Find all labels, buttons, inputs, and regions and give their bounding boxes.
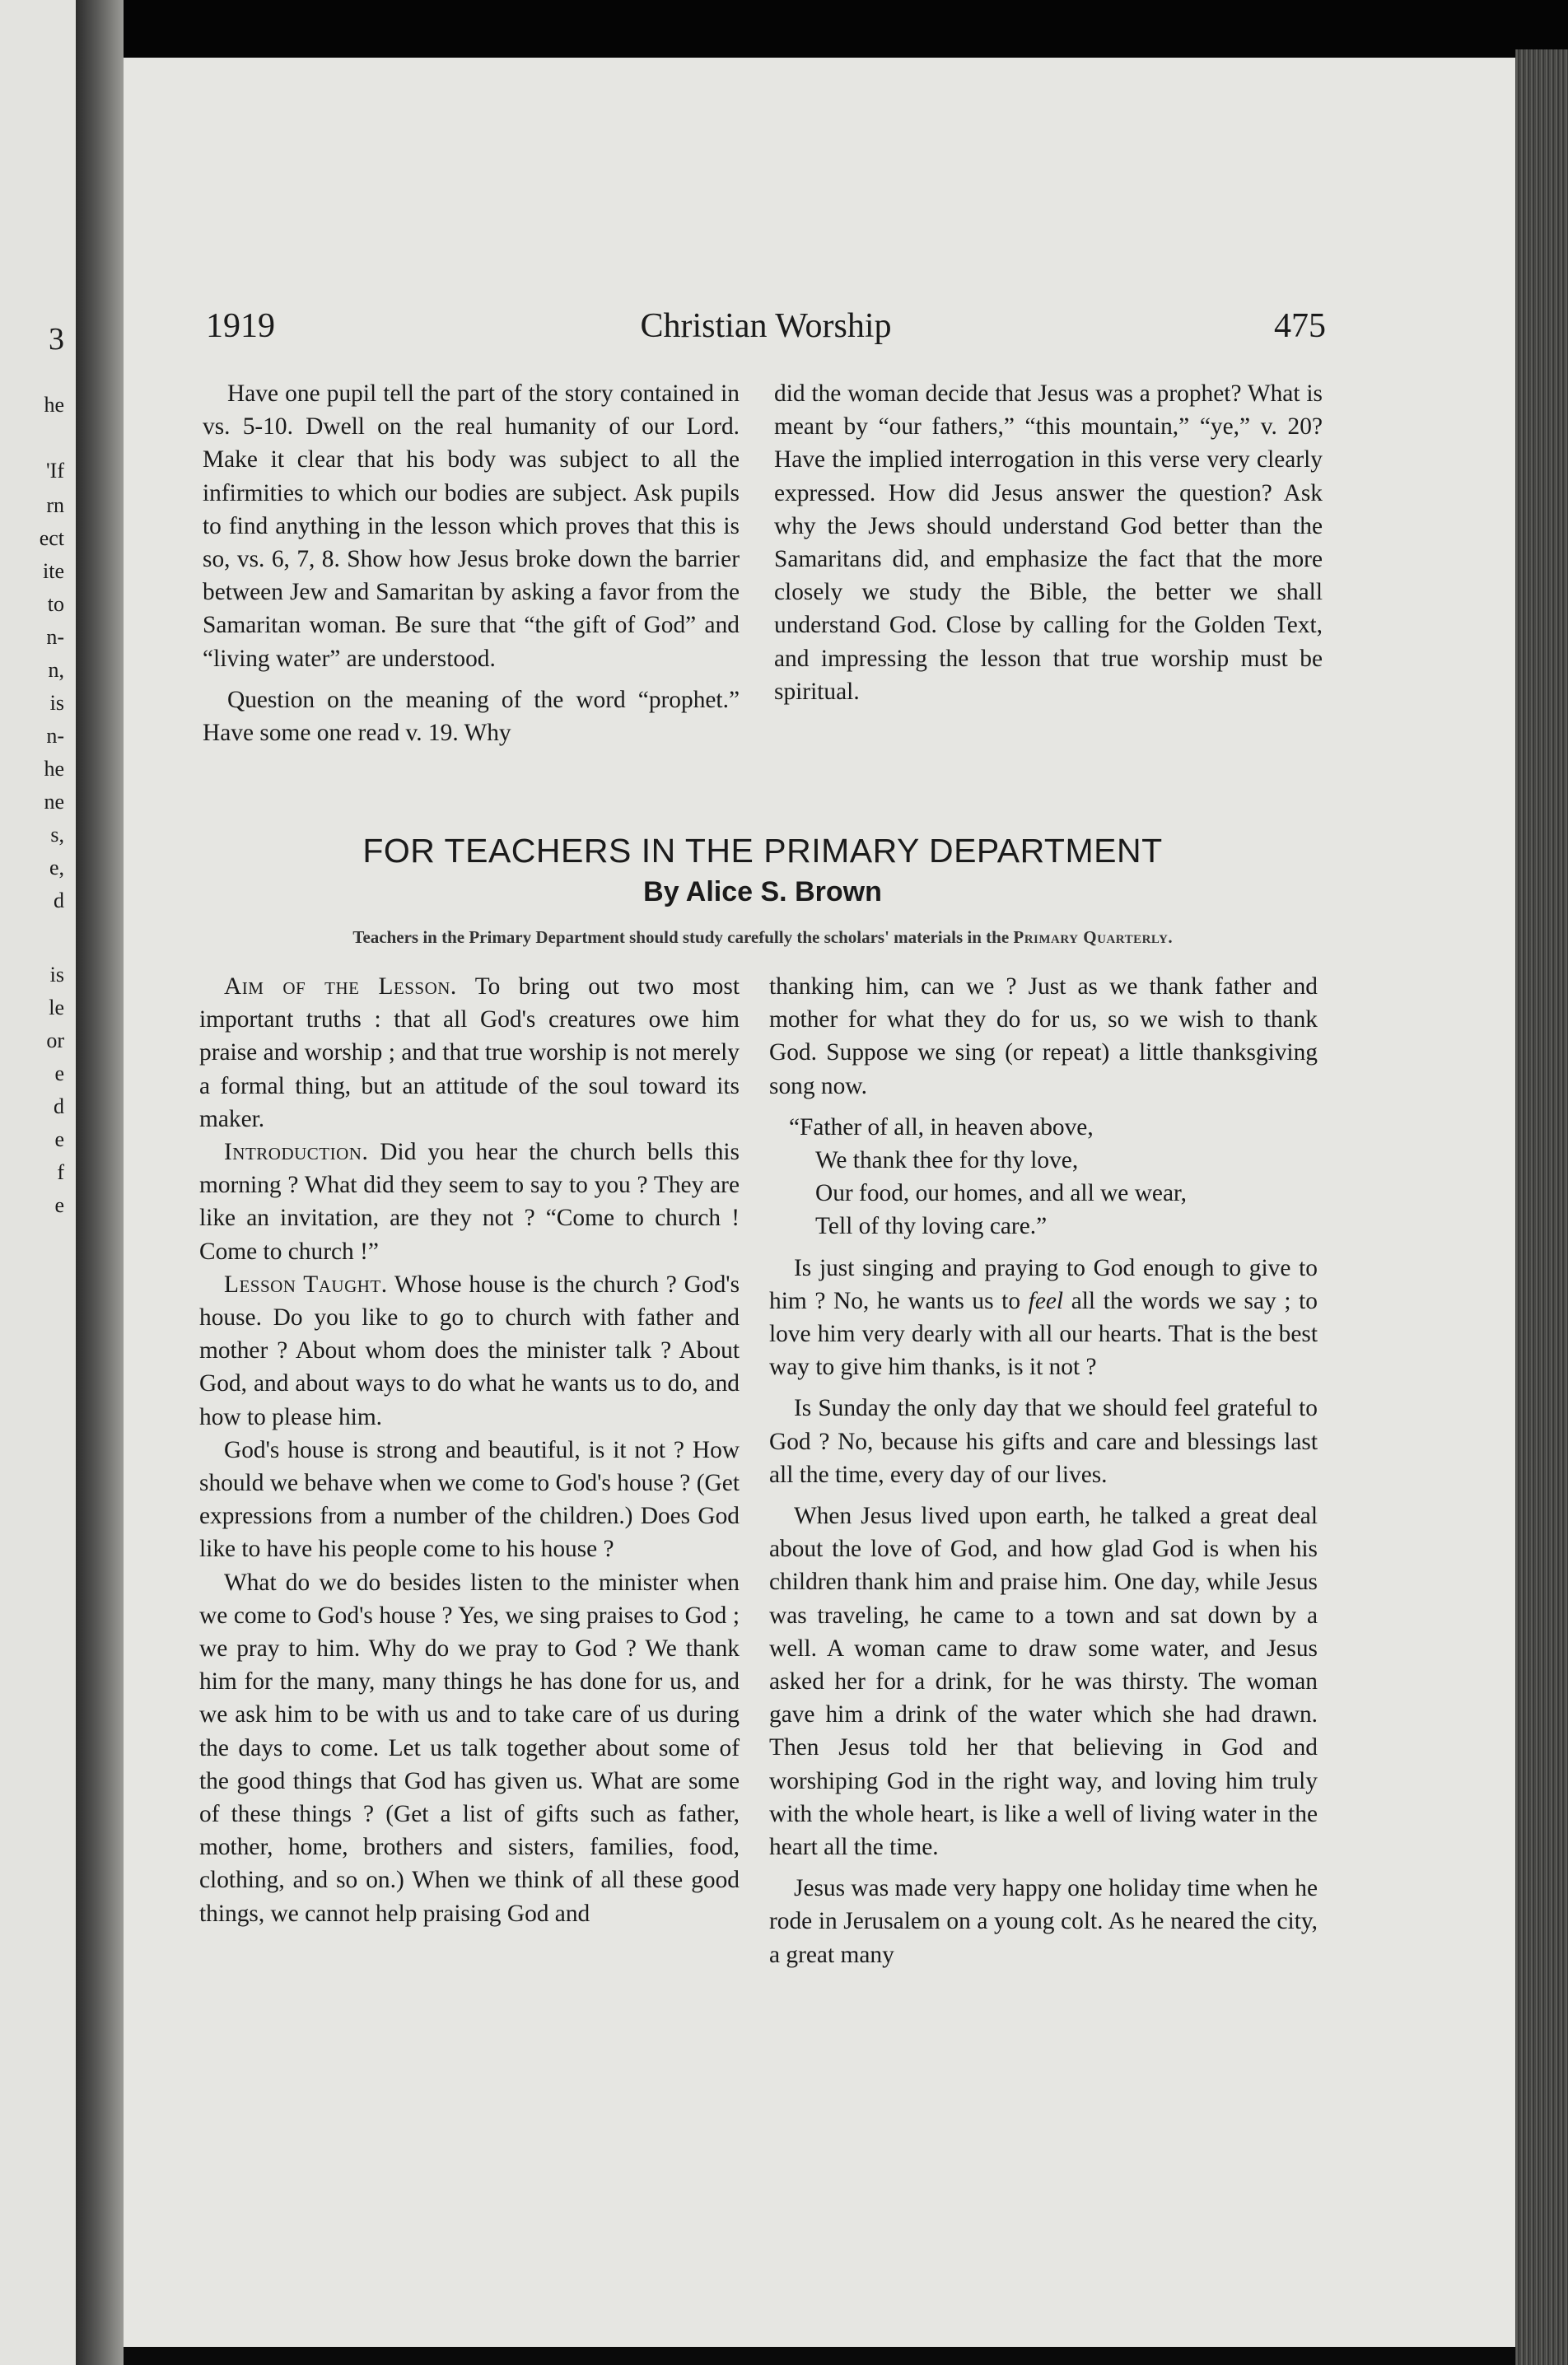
adjacent-fragment: n,: [48, 658, 64, 682]
adjacent-fragment: e: [54, 1061, 64, 1085]
adjacent-fragment: e: [54, 1127, 64, 1151]
paragraph-text: Did you hear the church bells this morning ? What did they seem to say to you ? They are like an invitation, are they not ? “Come to church ! Come to church !”: [199, 1139, 740, 1265]
adjacent-fragment: 3: [49, 322, 64, 357]
poem-line: Our food, our homes, and all we wear,: [815, 1180, 1187, 1207]
paragraph-lesson-taught: [199, 1268, 740, 1434]
paragraph: thanking him, can we ? Just as we thank father and mother for what they do for us, so we wish to thank God. Suppose we sing (or repeat) a little thanksgiving song now.: [769, 973, 1318, 1099]
note-text: Teachers in the Primary Department should study carefully the scholars' materials in the: [352, 927, 1014, 947]
adjacent-fragment: n-: [46, 625, 64, 649]
adjacent-fragment: n-: [46, 724, 64, 748]
page-number: 475: [1274, 307, 1326, 345]
run-in-heading: Aim of the Lesson.: [224, 973, 457, 1000]
paragraph-aim: [199, 970, 740, 1136]
adjacent-fragment: or: [46, 1029, 64, 1052]
paragraph-text: To bring out two most important truths : that all God's creatures owe him praise and worship ; and that true worship is not merely a formal thing, but an attitude of the soul toward its maker.: [199, 973, 740, 1132]
adjacent-fragment: s,: [50, 823, 64, 847]
paragraph: Have one pupil tell the part of the story contained in vs. 5-10. Dwell on the real humanity of our Lord. Make it clear that his body was subject to all the infirmities to which our bodies are subject. Ask pupils to find anything in the lesson which proves that this is so, vs. 6, 7, 8. Show how Jesus broke down the barrier between Jew and Samaritan by asking a favor from the Samaritan woman. Be sure that “the gift of God” and “living water” are understood.: [203, 380, 740, 672]
paragraph-text: Whose house is the church ? God's house. Do you like to go to church with father and mother ? About whom does the minister talk ? About God, and about ways to do what he wants us to do, and how to please him.: [199, 1271, 740, 1430]
paragraph-text: Is just singing and praying to God enough to give to him ? No, he wants us to: [769, 1254, 1318, 1314]
paragraph: Question on the meaning of the word “prophet.” Have some one read v. 19. Why: [203, 686, 740, 747]
poem-line: We thank thee for thy love,: [815, 1147, 1079, 1174]
adjacent-fragment: rn: [46, 493, 64, 517]
paragraph: did the woman decide that Jesus was a prophet? What is meant by “our fathers,” “this mountain,” “ye,” v. 20? Have the implied interrogation in this verse very clearly expressed. How did Jesus answer the question? Ask why the Jews should understand God better than the Samaritans did, and emphasize the fact that the more closely we study the Bible, the better we shall understand God. Close by calling for the Golden Text, and impressing the lesson that true worship must be spiritual.: [774, 380, 1323, 705]
adjacent-fragment: d: [54, 1094, 64, 1118]
paragraph: When Jesus lived upon earth, he talked a great deal about the love of God, and how glad God is when his children thank him and praise him. One day, while Jesus was traveling, he came to a town and sat down by a well. A woman came to draw some water, and Jesus asked her for a drink, for he was thirsty. The woman gave him a drink of the water which she had drawn. Then Jesus told her that believing in God and worshiping God in the right way, and loving him truly with the whole heart, is like a well of living water in the heart all the time.: [769, 1503, 1318, 1861]
adjacent-fragment: he: [44, 393, 64, 417]
adjacent-fragment: e: [54, 1193, 64, 1217]
paragraph: Jesus was made very happy one holiday time when he rode in Jerusalem on a young colt. As he neared the city, a great many: [769, 1875, 1318, 1968]
book-gutter: [76, 0, 124, 2365]
adjacent-fragment: he: [44, 757, 64, 781]
adjacent-fragment: ne: [44, 790, 64, 814]
byline: By Alice S. Brown: [643, 876, 882, 907]
poem-line: Tell of thy loving care.”: [815, 1213, 1048, 1240]
run-in-heading: Introduction.: [224, 1139, 369, 1166]
adjacent-fragment: le: [49, 996, 64, 1019]
column-top-right: [774, 377, 1323, 708]
paragraph: God's house is strong and beautiful, is it not ? How should we behave when we come to God's house ? (Get expressions from a number of the children.) Does God like to have his people come to his house ?: [199, 1436, 740, 1563]
paragraph: What do we do besides listen to the minister when we come to God's house ? Yes, we sing praises to God ; we pray to him. Why do we pray to God ? We thank him for the many, many things he has done for us, and we ask him to be with us and to take care of us during the days to come. Let us talk together about some of the good things that God has given us. What are some of these things ? (Get a list of gifts such as father, mother, home, brothers and sisters, families, food, clothing, and so on.) When we think of all these good things, we cannot help praising God and: [199, 1569, 740, 1927]
adjacent-page-edge: [0, 0, 76, 2365]
adjacent-fragment: is: [49, 963, 64, 987]
paragraph: Is Sunday the only day that we should feel grateful to God ? No, because his gifts and care and blessings last all the time, every day of our lives.: [769, 1395, 1318, 1488]
poem-line: “Father of all, in heaven above,: [789, 1113, 1094, 1141]
adjacent-fragment: to: [47, 592, 64, 616]
column-bottom-right: [769, 970, 1318, 1971]
page-edges: [1515, 49, 1568, 2365]
column-bottom-left: [199, 970, 740, 1930]
adjacent-fragment: ite: [43, 559, 64, 583]
adjacent-fragment: is: [49, 691, 64, 715]
column-top-left: [203, 377, 740, 749]
adjacent-fragment: d: [54, 889, 64, 912]
emphasis: feel: [1028, 1287, 1064, 1314]
note-quarterly: Primary Quarterly: [1013, 927, 1169, 947]
adjacent-fragment: e,: [49, 856, 64, 879]
adjacent-fragment: 'If: [45, 459, 64, 483]
section-note: [203, 927, 1323, 948]
paragraph-introduction: [199, 1136, 740, 1268]
section-title: FOR TEACHERS IN THE PRIMARY DEPARTMENT: [362, 832, 1163, 870]
adjacent-fragment: ect: [39, 526, 64, 550]
paragraph: [769, 1252, 1318, 1384]
running-year: 1919: [206, 307, 275, 345]
scan-background: [124, 0, 1568, 58]
paragraph-text: all the words we say ; to love him very dearly with all our hearts. That is the best way to give him thanks, is it not ?: [769, 1287, 1318, 1381]
note-end: .: [1168, 927, 1173, 947]
run-in-heading: Lesson Taught.: [224, 1271, 388, 1298]
running-head: [206, 306, 1326, 349]
adjacent-fragment: f: [57, 1160, 64, 1184]
running-title: Christian Worship: [640, 307, 892, 345]
